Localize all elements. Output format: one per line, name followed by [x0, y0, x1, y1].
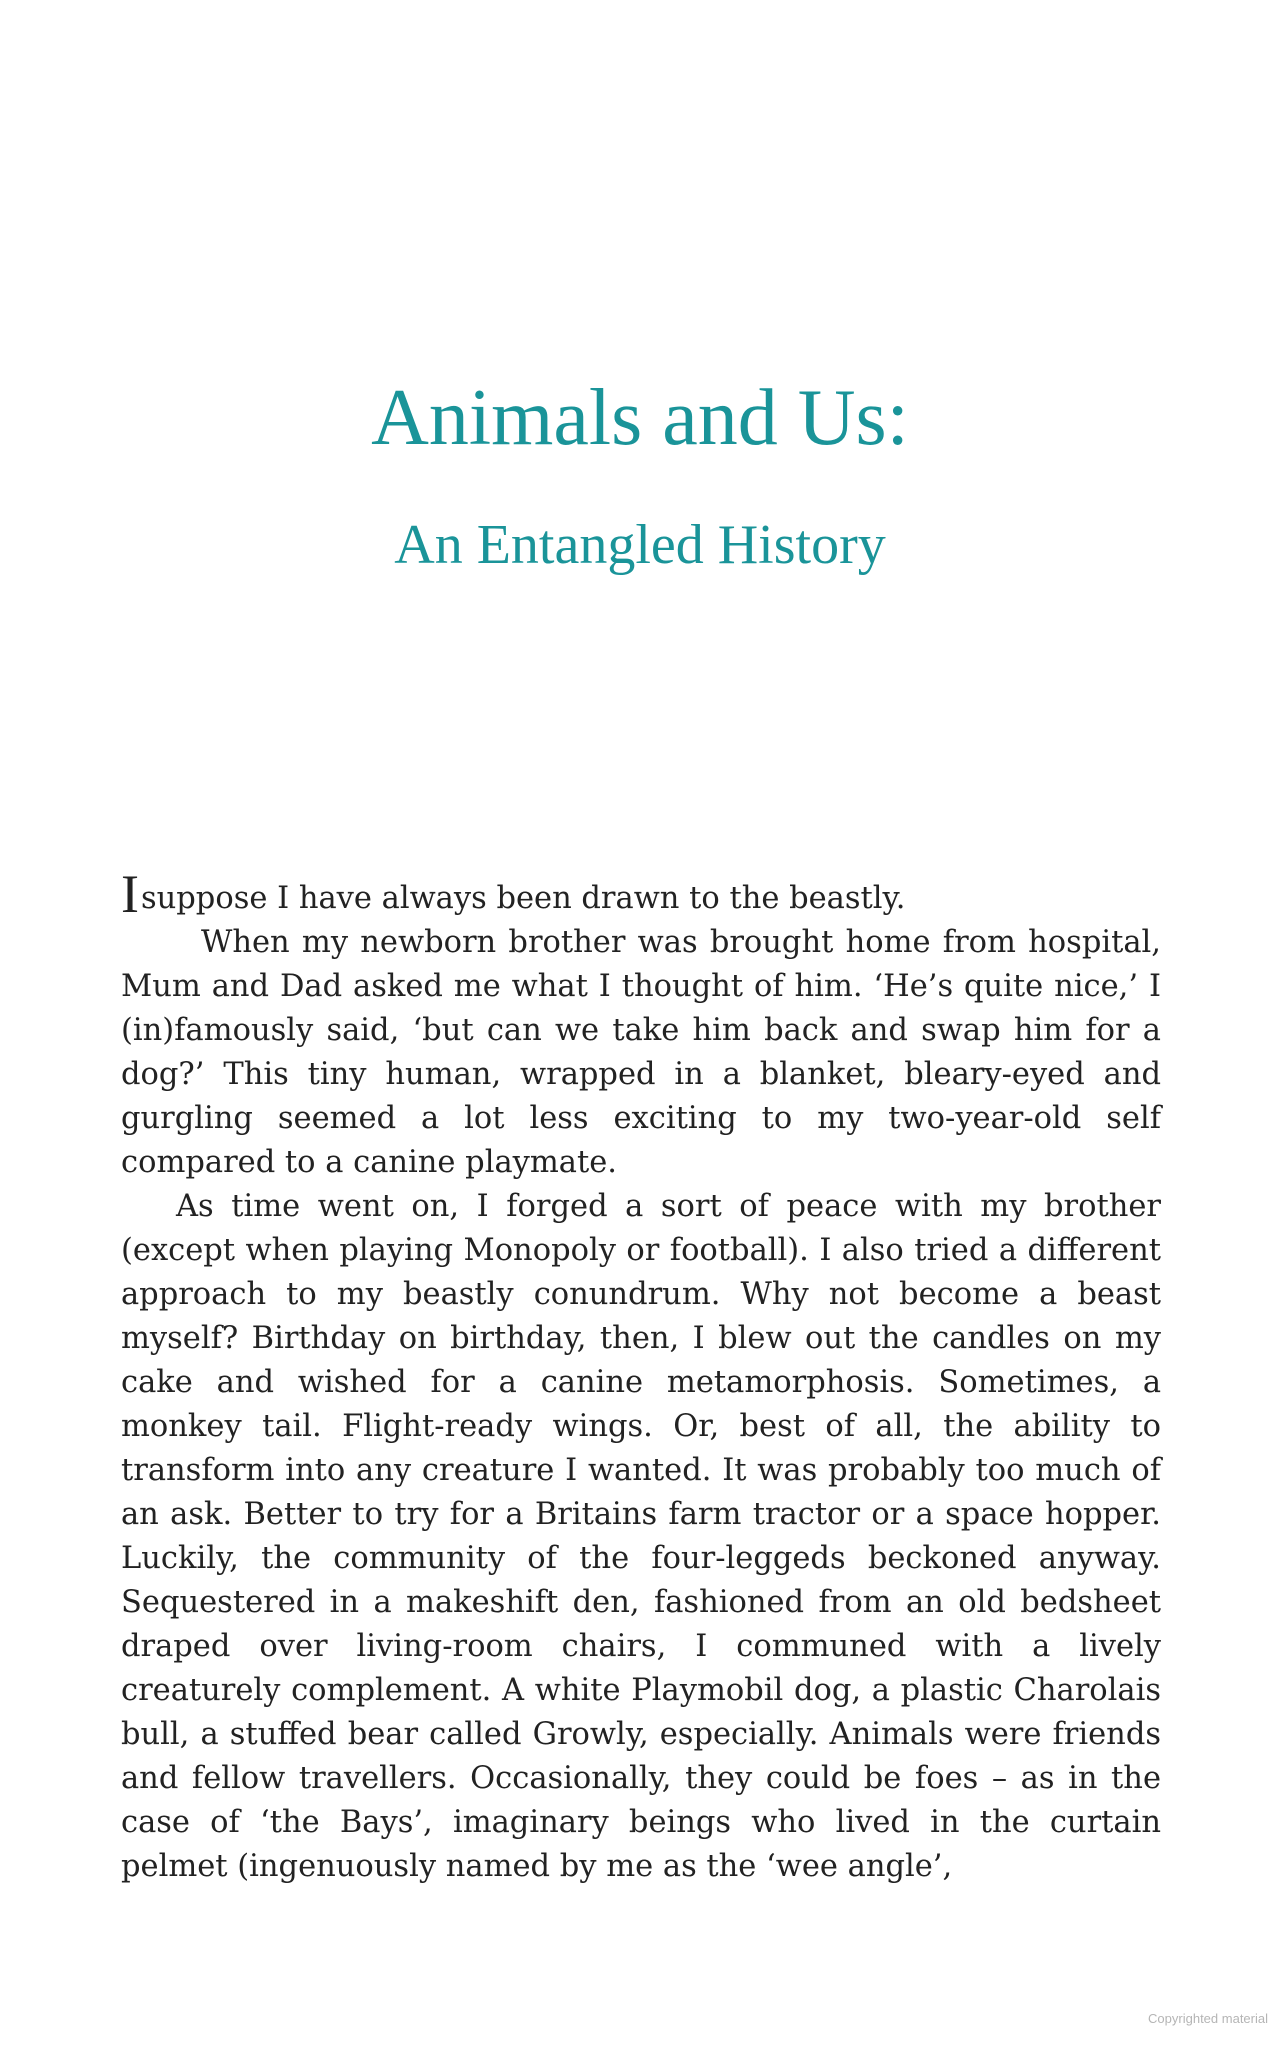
- opening-line: suppose I have always been drawn to the beastly.: [140, 881, 906, 916]
- body-text: [121, 864, 1161, 1889]
- paragraph-newborn-brother: When my newborn brother was brought home from hospital, Mum and Dad asked me what I thought of him. ‘He’s quite nice,’ I (in)famously said, ‘but can we take him back and swap him for a dog?’ This tiny human, wrapped in a blanket, bleary-eyed and gurgling seemed a lot less exciting to my two-year-old self compared to a canine playmate.: [121, 925, 1161, 1180]
- drop-cap: I: [121, 864, 139, 924]
- opening-paragraph: [121, 864, 1161, 924]
- paragraph-beastly-conundrum: As time went on, I forged a sort of peace with my brother (except when playing Monopoly or football). I also tried a different approach to my beastly conundrum. Why not become a beast myself? Birthday on birthday, then, I blew out the candles on my cake and wished for a canine metamorphosis. Sometimes, a monkey tail. Flight-ready wings. Or, best of all, the ability to transform into any creature I wanted. It was probably too much of an ask. Better to try for a Britains farm tractor or a space hopper. Luckily, the community of the four-leggeds beckoned anyway. Sequestered in a makeshift den, fashioned from an old bedsheet draped over living-room chairs, I communed with a lively creaturely complement. A white Playmobil dog, a plastic Charolais bull, a stuffed bear called Growly, especially. Animals were friends and fellow travellers. Occasionally, they could be foes – as in the case of ‘the Bays’, imaginary beings who lived in the curtain pelmet (ingenuously named by me as the ‘wee angle’,: [121, 1189, 1161, 1884]
- copyright-watermark: Copyrighted material: [1148, 2011, 1268, 2026]
- page-subtitle: An Entangled History: [394, 514, 886, 576]
- page-title: Animals and Us:: [371, 374, 909, 462]
